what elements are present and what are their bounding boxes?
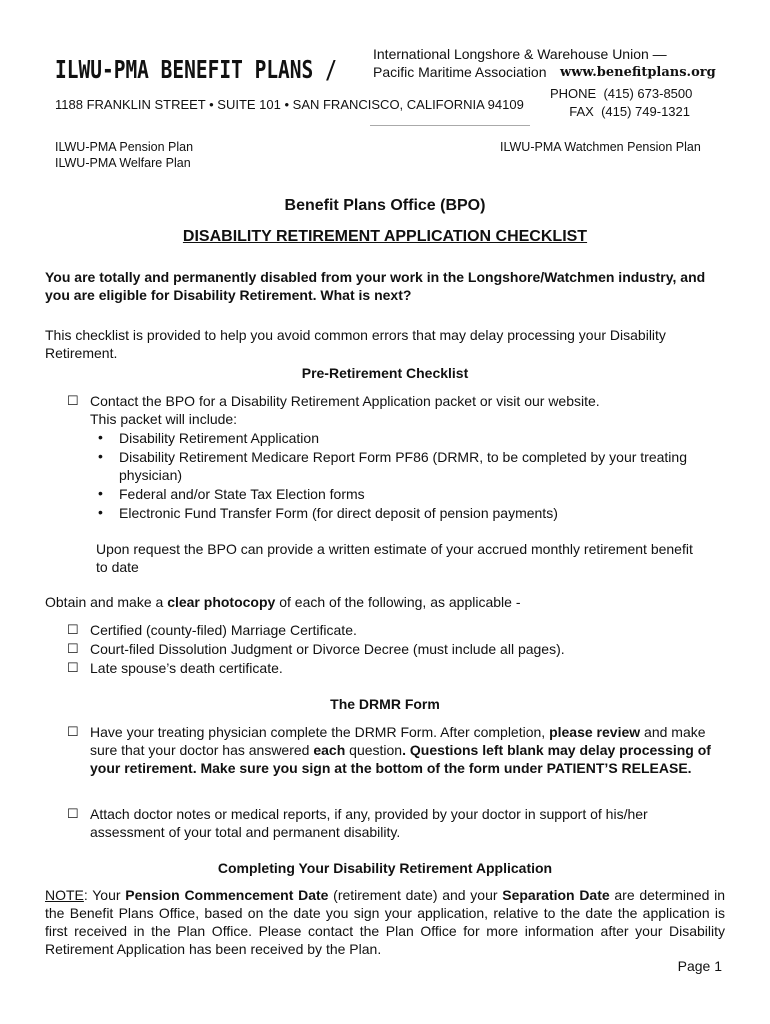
address: 1188 FRANKLIN STREET • SUITE 101 • SAN FRANCISCO, CALIFORNIA 94109 — [55, 97, 524, 112]
website-link[interactable]: www.benefitplans.org — [560, 65, 716, 80]
pre-retirement-heading: Pre-Retirement Checklist — [301, 365, 469, 381]
checkbox-drmr-1[interactable]: ☐ — [67, 724, 79, 739]
note-colon: : Your — [83, 887, 126, 903]
obtain-bold: clear photocopy — [167, 594, 276, 610]
drmr-heading: The DRMR Form — [330, 696, 440, 712]
plan-welfare: ILWU-PMA Welfare Plan — [55, 156, 191, 170]
checkbox-drmr-2[interactable]: ☐ — [67, 806, 79, 821]
obtain-text — [45, 593, 725, 611]
drmr-item-2: Attach doctor notes or medical reports, if any, provided by your doctor in support of his/her assessment of your total and permanent disability. — [90, 806, 648, 840]
note-pcd: Pension Commencement Date — [125, 887, 329, 903]
estimate-note: Upon request the BPO can provide a written estimate of your accrued monthly retirement benefit to date — [96, 541, 693, 575]
page-number: Page 1 — [677, 958, 722, 974]
bullet: • — [98, 429, 103, 445]
bullet: • — [98, 485, 103, 501]
note-mid: (retirement date) and your — [328, 887, 503, 903]
union-line1: International Longshore & Warehouse Union — — [373, 46, 667, 62]
obtain-pre: Obtain and make a — [45, 594, 168, 610]
copy-item: Late spouse’s death certificate. — [90, 660, 283, 676]
drmr-1-d: each — [313, 742, 346, 758]
checkbox-copy-2[interactable]: ☐ — [67, 641, 79, 656]
fax-number: (415) 749-1321 — [601, 104, 690, 119]
note-rest: are determined in the Benefit Plans Office, based on the date you sign your application, relative to the date the application is first received in the Plan Office. Please contact the Plan Office for more information after your Disability Retirement Application has been received by the Plan. — [45, 887, 726, 957]
packet-item: Disability Retirement Application — [119, 430, 319, 446]
header-divider — [370, 125, 530, 126]
pre-item-1 — [90, 392, 725, 428]
drmr-item-1 — [90, 723, 725, 777]
drmr-1-a: Have your treating physician complete the DRMR Form. After completion, — [90, 724, 550, 740]
note-label: NOTE — [45, 887, 84, 903]
checkbox-copy-1[interactable]: ☐ — [67, 622, 79, 637]
drmr-1-e: question — [345, 742, 403, 758]
drmr-1-c: and make sure that your doctor has answered — [90, 724, 706, 758]
drmr-1-f: . Questions left blank may delay processing of your retirement. Make sure you sign at the bottom of the form under PATIENT’S RELEASE. — [90, 742, 711, 776]
plan-pension: ILWU-PMA Pension Plan — [55, 140, 194, 154]
checkbox-copy-3[interactable]: ☐ — [67, 660, 79, 675]
plan-watchmen: ILWU-PMA Watchmen Pension Plan — [500, 140, 701, 154]
fax-line — [550, 104, 690, 119]
note-sd: Separation Date — [502, 887, 610, 903]
bullet: • — [98, 504, 103, 520]
intro-bold: You are totally and permanently disabled from your work in the Longshore/Watchmen industry, and you are eligible for Disability Retirement. What is next? — [45, 269, 706, 303]
intro-text: This checklist is provided to help you avoid common errors that may delay processing your Disability Retirement. — [45, 327, 666, 361]
copy-item: Certified (county-filed) Marriage Certificate. — [90, 622, 357, 638]
phone-line — [550, 86, 693, 101]
checklist-title-wrap — [0, 228, 770, 246]
checklist-title: DISABILITY RETIREMENT APPLICATION CHECKLIST — [182, 228, 588, 245]
packet-item: Federal and/or State Tax Election forms — [119, 486, 365, 502]
packet-item: Disability Retirement Medicare Report Form PF86 (DRMR, to be completed by your treating physician) — [119, 449, 687, 483]
fax-label: FAX — [569, 104, 594, 119]
page-title: Benefit Plans Office (BPO) — [284, 197, 486, 214]
packet-item: Electronic Fund Transfer Form (for direct deposit of pension payments) — [119, 505, 558, 521]
bullet: • — [98, 448, 103, 464]
drmr-1-b: please review — [549, 724, 641, 740]
note-paragraph — [45, 886, 725, 958]
obtain-post: of each of the following, as applicable - — [275, 594, 521, 610]
copy-item: Court-filed Dissolution Judgment or Divorce Decree (must include all pages). — [90, 641, 565, 657]
completing-heading: Completing Your Disability Retirement Application — [217, 860, 553, 876]
pre-item-1-line1: Contact the BPO for a Disability Retirement Application packet or visit our website. — [90, 393, 600, 409]
checkbox-pre-1[interactable]: ☐ — [67, 393, 79, 408]
phone-label: PHONE — [550, 86, 597, 101]
pre-item-1-line2: This packet will include: — [90, 411, 238, 427]
org-name: ILWU-PMA BENEFIT PLANS / — [55, 55, 337, 84]
phone-number: (415) 673-8500 — [603, 86, 693, 101]
union-line2: Pacific Maritime Association — [373, 64, 547, 80]
